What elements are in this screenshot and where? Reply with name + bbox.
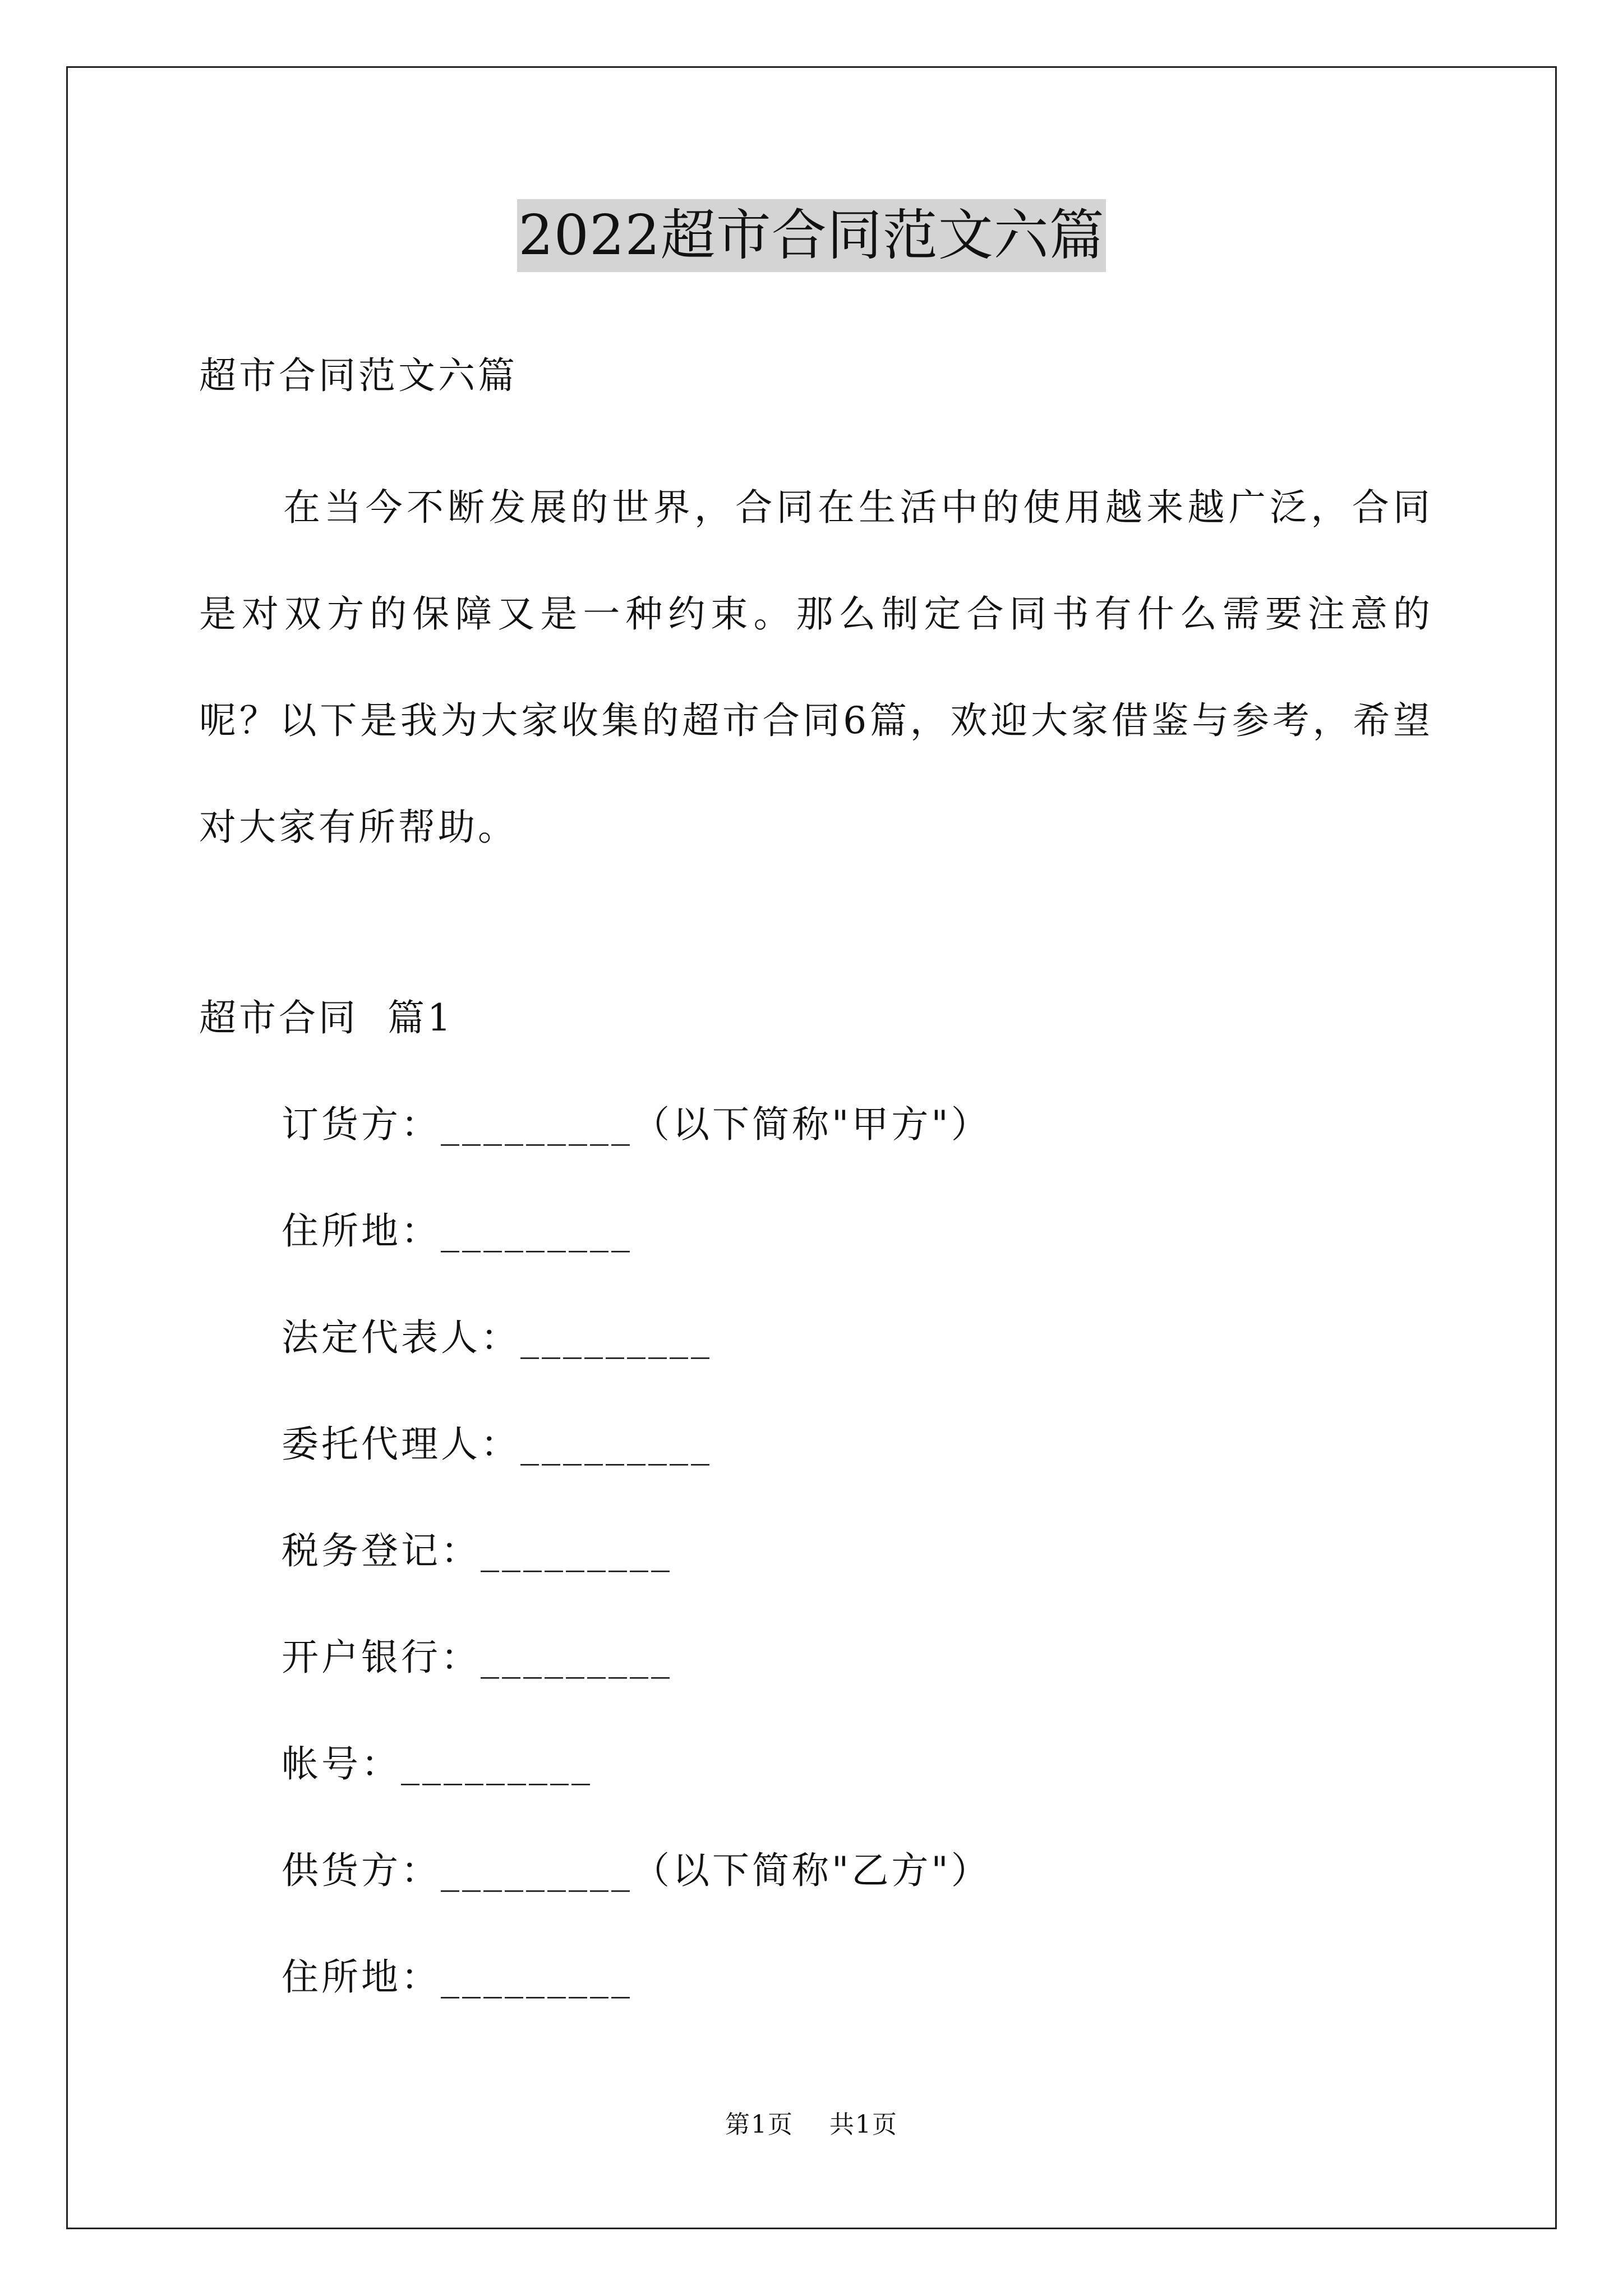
field-legal-representative: 法定代表人：_________ (282, 1316, 712, 1359)
document-subtitle: 超市合同范文六篇 (199, 354, 518, 397)
page-footer (0, 2108, 1623, 2142)
title-container (0, 199, 1623, 272)
field-address-party-b: 住所地：_________ (282, 1955, 633, 1999)
field-address-party-a: 住所地：_________ (282, 1209, 633, 1253)
intro-paragraph: 在当今不断发展的世界，合同在生活中的使用越来越广泛，合同是对双方的保障又是一种约束。那么制定合同书有什么需要注意的呢？以下是我为大家收集的超市合同6篇，欢迎大家借鉴与参考，希望对大家有所帮助。 (199, 486, 1433, 849)
field-orderer: 订货方：_________（以下简称"甲方"） (282, 1103, 991, 1146)
field-authorized-agent: 委托代理人：_________ (282, 1423, 712, 1466)
page-number-total: 共1页 (829, 2110, 898, 2139)
field-bank: 开户银行：_________ (282, 1636, 672, 1679)
field-supplier: 供货方：_________（以下简称"乙方"） (282, 1849, 991, 1892)
field-tax-registration: 税务登记：_________ (282, 1529, 672, 1572)
contract-field-list (282, 1097, 1403, 2056)
section-heading: 超市合同 篇1 (199, 996, 454, 1039)
document-title: 2022超市合同范文六篇 (517, 199, 1105, 272)
page-number-current: 第1页 (725, 2110, 794, 2139)
field-account-number: 帐号：_________ (282, 1742, 593, 1786)
